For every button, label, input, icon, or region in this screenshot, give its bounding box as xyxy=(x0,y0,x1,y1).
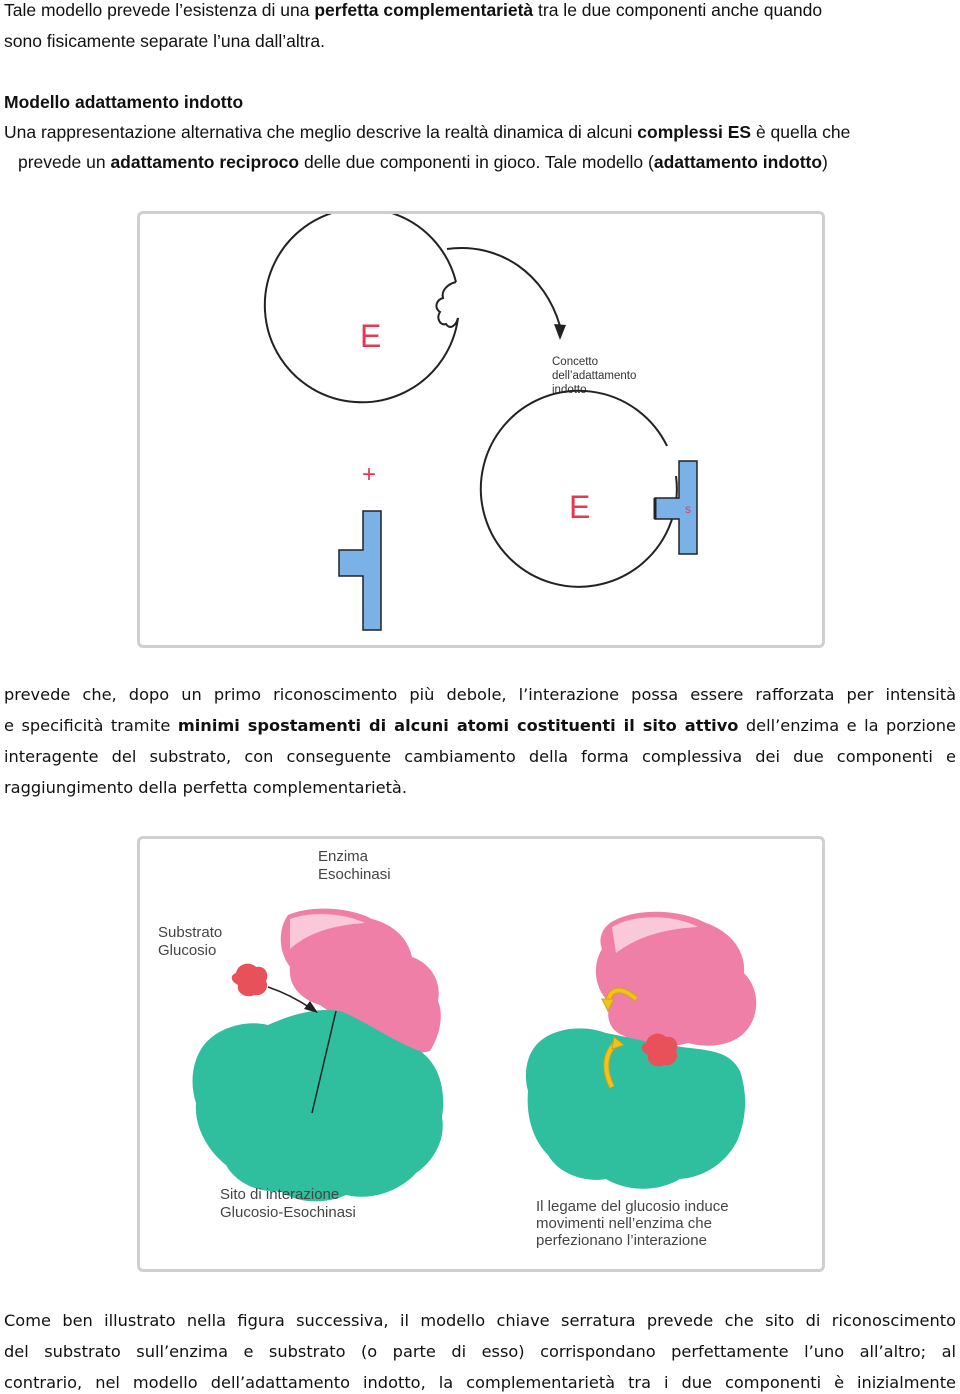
intro-line-2: sono fisicamente separate l’una dall’altra. xyxy=(4,31,326,51)
glucose-free xyxy=(232,964,268,997)
curved-arrow xyxy=(447,248,560,326)
section-line-2: prevede un adattamento reciproco delle due componenti in gioco. Tale modello (adattamento indotto) xyxy=(18,152,828,172)
curved-arrow-head xyxy=(554,324,566,340)
enzyme-circle-top xyxy=(265,214,458,402)
enzyme-letter-bottom: E xyxy=(569,489,591,525)
closing-line-2: del substrato sull’enzima e substrato (o parte di esso) corrispondano perfettamente l’uno all’altro; al xyxy=(4,1342,956,1361)
section-heading: Modello adattamento indotto xyxy=(4,92,244,112)
intro-line-1: Tale modello prevede l’esistenza di una perfetta complementarietà tra le due componenti anche quando xyxy=(4,0,823,20)
induced-fit-figure xyxy=(137,211,825,648)
closing-line-1: Come ben illustrato nella figura successiva, il modello chiave serratura prevede che sito di riconoscimento xyxy=(4,1311,956,1330)
substrate-letter: s xyxy=(685,502,691,516)
hexokinase-figure xyxy=(137,836,825,1272)
enzyme-name-label: Enzima Esochinasi xyxy=(318,848,391,883)
concept-caption: Concetto dell’adattamento indotto xyxy=(552,356,637,396)
active-site-notch xyxy=(436,282,458,327)
substrate-free xyxy=(339,511,381,630)
section-line-1: Una rappresentazione alternativa che meglio descrive la realtà dinamica di alcuni complessi ES è quella che xyxy=(4,122,851,142)
enzyme-green-domain-right xyxy=(526,1028,745,1188)
binding-label: Il legame del glucosio induce movimenti nell’enzima che perfezionano l’interazione xyxy=(536,1198,729,1249)
body-line-1: prevede che, dopo un primo riconoscimento più debole, l’interazione possa essere rafforzata per intensità xyxy=(4,685,956,704)
body-line-3: interagente del substrato, con conseguente cambiamento della forma complessiva dei due componenti e xyxy=(4,747,956,766)
site-label: Sito di interazione Glucosio-Esochinasi xyxy=(220,1186,356,1221)
hexokinase-diagram xyxy=(140,839,822,1269)
plus-sign: + xyxy=(362,461,377,488)
closing-line-3: contrario, nel modello dell’adattamento indotto, la complementarietà tra i due componenti è inizialmente xyxy=(4,1373,956,1392)
induced-fit-diagram xyxy=(140,214,822,645)
body-line-4: raggiungimento della perfetta complementarietà. xyxy=(4,778,407,797)
enzyme-letter-top: E xyxy=(360,318,382,354)
body-line-2: e specificità tramite minimi spostamenti di alcuni atomi costituenti il sito attivo dell’enzima e la porzione xyxy=(4,716,956,735)
substrate-name-label: Substrato Glucosio xyxy=(158,924,223,959)
